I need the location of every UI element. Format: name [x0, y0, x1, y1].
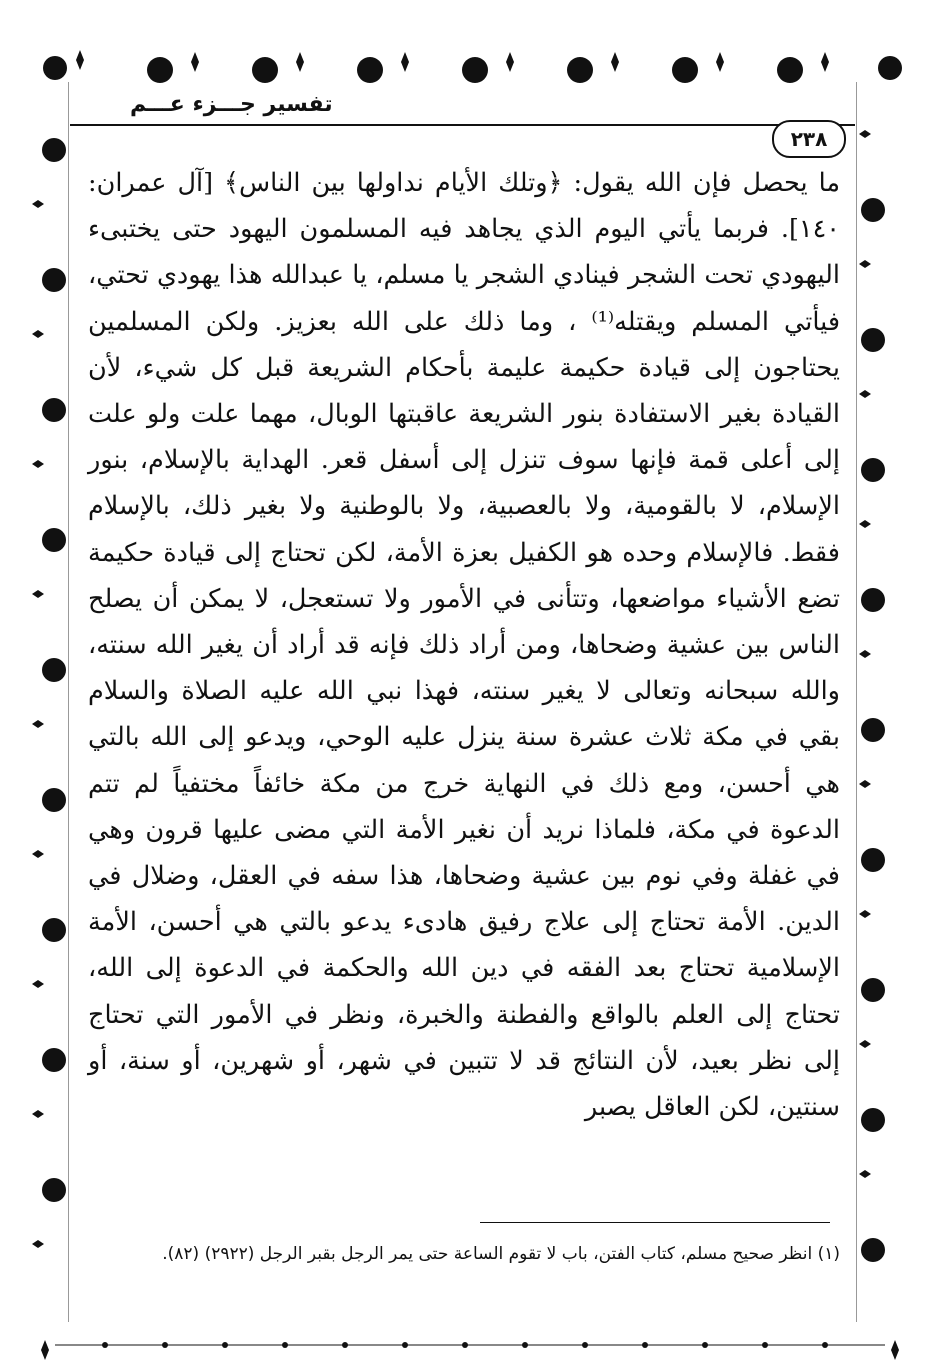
ornamental-border-right — [855, 80, 905, 1330]
running-header — [70, 90, 855, 130]
footnote: (١) انظر صحيح مسلم، كتاب الفتن، باب لا تقوم الساعة حتى يمر الرجل بقبر الرجل (٢٩٢٢) (٨٢). — [162, 1244, 840, 1264]
ornamental-border-bottom — [25, 1320, 920, 1365]
header-title: تفسير جـــزء عـــم — [130, 92, 333, 117]
footnote-rule — [480, 1222, 830, 1223]
page-number: ٢٣٨ — [772, 120, 846, 158]
ornamental-border-left — [20, 80, 68, 1330]
header-rule — [70, 124, 855, 126]
body-paragraph: ما يحصل فإن الله يقول: ﴿وتلك الأيام نداولها بين الناس﴾ [آل عمران: ١٤٠]. فربما يأتي اليوم الذي يجاهد فيه المسلمون اليهود حتى يختبىء اليهودي تحت الشجر فينادي الشجر يا مسلم، يا عبدالله هذا يهودي تحتي، فيأتي المسلم ويقتله⁽¹⁾ ، وما ذلك على الله بعزيز. ولكن المسلمين يحتاجون إلى قيادة حكيمة عليمة بأحكام الشريعة قبل كل شيء، لأن القيادة بغير الاستفادة بنور الشريعة عاقبتها الوبال، مهما علت ولو علت إلى أعلى قمة فإنها سوف تنزل إلى أسفل قعر. الهداية بالإسلام، بنور الإسلام، لا بالقومية، ولا بالعصبية، ولا بالوطنية ولا بغير ذلك، بالإسلام فقط. فالإسلام وحده هو الكفيل بعزة الأمة، لكن تحتاج إلى قيادة حكيمة تضع الأشياء مواضعها، وتتأنى في الأمور ولا تستعجل، لا يمكن أن يصلح الناس بين عشية وضحاها، ومن أراد ذلك فإنه قد أراد أن يغير الله سنته، والله سبحانه وتعالى لا يغير سنته، فهذا نبي الله عليه الصلاة والسلام بقي في مكة ثلاث عشرة سنة ينزل عليه الوحي، ويدعو إلى الله بالتي هي أحسن، ومع ذلك في النهاية خرج من مكة خائفاً مختفياً لم تتم الدعوة في مكة، فلماذا نريد أن نغير الأمة التي مضى عليها قرون وهي في غفلة وفي نوم بين عشية وضحاها، هذا سفه في العقل، وضلال في الدين. الأمة تحتاج إلى علاج رفيق هادىء يدعو بالتي هي أحسن، الأمة الإسلامية تحتاج بعد الفقه في دين الله والحكمة في الدعوة إلى الله، تحتاج إلى العلم بالواقع والفطنة والخبرة، ونظر في الأمور التي تحتاج إلى نظر بعيد، لأن النتائج قد لا تتبين في شهر، أو شهرين، أو سنة، أو سنتين، لكن العاقل يصبر — [88, 168, 841, 1123]
